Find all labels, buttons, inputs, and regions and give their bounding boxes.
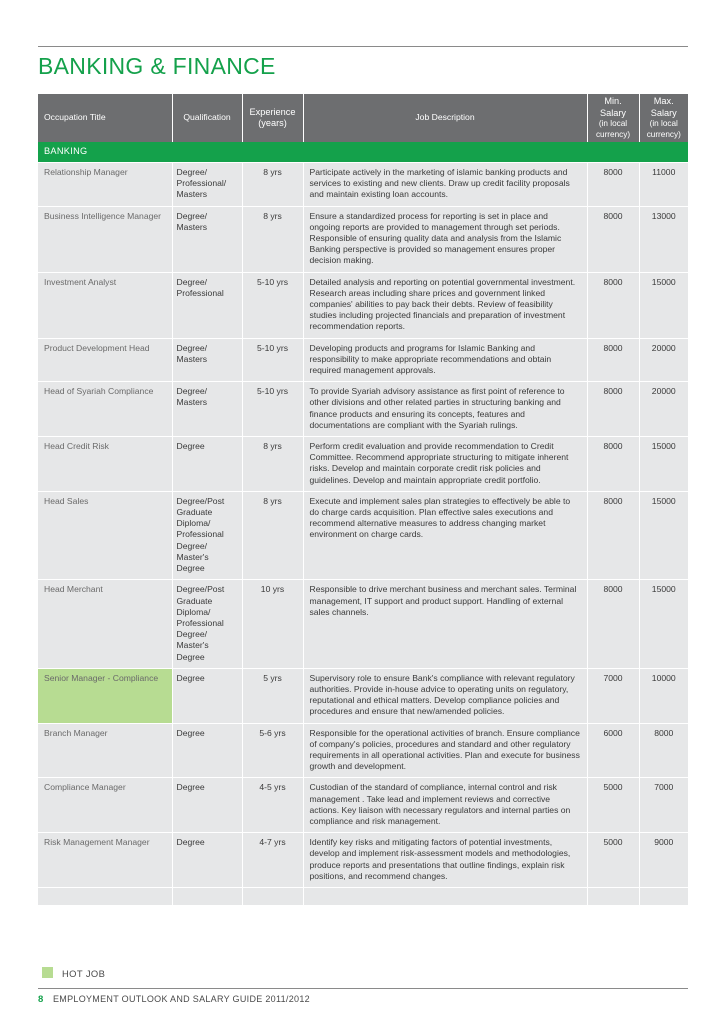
table-row (38, 338, 688, 382)
filler-cell (38, 887, 172, 905)
description-cell: Responsible for the operational activities of branch. Ensure compliance of company's policies, procedures and standard and other regulatory requirements in all operational activities. Plan and execute for business growth and development. (303, 723, 587, 778)
table-row (38, 163, 688, 207)
header-min-line3: (in local (598, 119, 628, 128)
filler-cell (639, 887, 688, 905)
hot-job-legend-swatch (42, 967, 53, 978)
footer-text: EMPLOYMENT OUTLOOK AND SALARY GUIDE 2011/2012 (53, 994, 310, 1004)
experience-cell: 5-10 yrs (242, 272, 303, 338)
description-cell: Responsible to drive merchant business and merchant sales. Terminal management, IT support and product support. Handling of external sales channels. (303, 580, 587, 668)
qualification-cell: Degree (172, 723, 242, 778)
occupation-cell: Senior Manager - Compliance (38, 668, 172, 723)
table-row (38, 437, 688, 492)
max-salary-cell: 10000 (639, 668, 688, 723)
filler-cell (303, 887, 587, 905)
qualification-cell: Degree/ Masters (172, 206, 242, 272)
max-salary-cell: 15000 (639, 580, 688, 668)
header-min-salary (587, 94, 639, 142)
header-experience-line1: Experience (249, 106, 296, 117)
table-row (38, 833, 688, 888)
experience-cell: 5-6 yrs (242, 723, 303, 778)
experience-cell: 8 yrs (242, 437, 303, 492)
max-salary-cell: 7000 (639, 778, 688, 833)
description-cell: Custodian of the standard of compliance, internal control and risk management . Take lead and implement reviews and corrective actions. Key liaison with necessary regulators and internal parties on compliance and risk management. (303, 778, 587, 833)
header-qualification: Qualification (172, 94, 242, 142)
table-row (38, 206, 688, 272)
min-salary-cell: 8000 (587, 272, 639, 338)
header-min-line4: currency) (595, 129, 631, 139)
experience-cell: 8 yrs (242, 491, 303, 579)
max-salary-cell: 20000 (639, 338, 688, 382)
qualification-cell: Degree/Post Graduate Diploma/ Professional Degree/ Master's Degree (172, 491, 242, 579)
min-salary-cell: 8000 (587, 206, 639, 272)
max-salary-cell: 11000 (639, 163, 688, 207)
experience-cell: 10 yrs (242, 580, 303, 668)
experience-cell: 5-10 yrs (242, 338, 303, 382)
description-cell: Developing products and programs for Islamic Banking and responsibility to make appropriate recommendations and obtain required management approvals. (303, 338, 587, 382)
hot-job-legend-label: HOT JOB (62, 968, 106, 979)
table-filler-row (38, 887, 688, 905)
description-cell: Execute and implement sales plan strategies to effectively be able to do charge cards acquisition. Plan effective sales executions and recommend alternative measures to address changing market environment on charge cards. (303, 491, 587, 579)
occupation-cell: Branch Manager (38, 723, 172, 778)
description-cell: Detailed analysis and reporting on potential governmental investment. Research areas including share prices and government linked companies' abilities to pay back their debts. Review of feasibility studies including projected financials and preparation of investment recommendation reports. (303, 272, 587, 338)
min-salary-cell: 8000 (587, 580, 639, 668)
experience-cell: 5-10 yrs (242, 382, 303, 437)
max-salary-cell: 9000 (639, 833, 688, 888)
occupation-cell: Head of Syariah Compliance (38, 382, 172, 437)
occupation-cell: Compliance Manager (38, 778, 172, 833)
table-header-row (38, 94, 688, 142)
qualification-cell: Degree/ Professional (172, 272, 242, 338)
description-cell: Perform credit evaluation and provide recommendation to Credit Committee. Recommend appropriate structuring to mitigate inherent risks. Develop and maintain corporate credit risk policies and guidelines. Develop and maintain appropriate credit portfolio. (303, 437, 587, 492)
filler-cell (587, 887, 639, 905)
qualification-cell: Degree/ Masters (172, 338, 242, 382)
header-experience-line2: (years) (258, 118, 287, 128)
header-min-line2: Salary (599, 107, 627, 118)
max-salary-cell: 15000 (639, 272, 688, 338)
header-max-line4: currency) (646, 129, 681, 139)
occupation-cell: Head Credit Risk (38, 437, 172, 492)
table-row (38, 382, 688, 437)
filler-cell (172, 887, 242, 905)
salary-table (38, 94, 688, 905)
min-salary-cell: 8000 (587, 163, 639, 207)
table-row (38, 668, 688, 723)
description-cell: Ensure a standardized process for reporting is set in place and ongoing reports are provided to management through set periods. Responsible of ensuring quality data and analysis from the Islamic Banking perspective is provided so management ensures proper decision making. (303, 206, 587, 272)
occupation-cell: Investment Analyst (38, 272, 172, 338)
qualification-cell: Degree (172, 778, 242, 833)
qualification-cell: Degree/ Professional/ Masters (172, 163, 242, 207)
footer-rule (38, 988, 688, 989)
min-salary-cell: 8000 (587, 338, 639, 382)
qualification-cell: Degree (172, 437, 242, 492)
experience-cell: 8 yrs (242, 163, 303, 207)
table-row (38, 491, 688, 579)
filler-cell (242, 887, 303, 905)
top-rule (38, 46, 688, 47)
header-experience (242, 94, 303, 142)
header-max-line2: Salary (650, 107, 677, 118)
header-occupation: Occupation Title (38, 94, 172, 142)
max-salary-cell: 15000 (639, 491, 688, 579)
experience-cell: 4-7 yrs (242, 833, 303, 888)
header-description: Job Description (303, 94, 587, 142)
qualification-cell: Degree (172, 833, 242, 888)
qualification-cell: Degree/ Masters (172, 382, 242, 437)
table-row (38, 778, 688, 833)
occupation-cell: Product Development Head (38, 338, 172, 382)
description-cell: Participate actively in the marketing of islamic banking products and services to existing and new clients. Draw up credit facility proposals and maintain existing loan accounts. (303, 163, 587, 207)
description-cell: Supervisory role to ensure Bank's compliance with relevant regulatory authorities. Provide in-house advice to operating units on regulatory, reputational and ethical matters. Develop compliance policies and procedures and ensure that new/amended policies. (303, 668, 587, 723)
description-cell: To provide Syariah advisory assistance as first point of reference to other divisions and other related parties in structuring banking and finance products and ensuring its concepts, features and documentations are compliant with the Syariah rulings. (303, 382, 587, 437)
max-salary-cell: 8000 (639, 723, 688, 778)
min-salary-cell: 8000 (587, 382, 639, 437)
table-row (38, 723, 688, 778)
header-max-line3: (in local (649, 119, 678, 128)
table-row (38, 272, 688, 338)
max-salary-cell: 20000 (639, 382, 688, 437)
qualification-cell: Degree (172, 668, 242, 723)
min-salary-cell: 6000 (587, 723, 639, 778)
experience-cell: 8 yrs (242, 206, 303, 272)
min-salary-cell: 7000 (587, 668, 639, 723)
page-title: BANKING & FINANCE (38, 53, 276, 79)
experience-cell: 4-5 yrs (242, 778, 303, 833)
experience-cell: 5 yrs (242, 668, 303, 723)
qualification-cell: Degree/Post Graduate Diploma/ Professional Degree/ Master's Degree (172, 580, 242, 668)
occupation-cell: Head Sales (38, 491, 172, 579)
max-salary-cell: 15000 (639, 437, 688, 492)
min-salary-cell: 5000 (587, 833, 639, 888)
min-salary-cell: 8000 (587, 437, 639, 492)
section-label: BANKING (38, 142, 688, 163)
max-salary-cell: 13000 (639, 206, 688, 272)
occupation-cell: Relationship Manager (38, 163, 172, 207)
min-salary-cell: 5000 (587, 778, 639, 833)
header-max-line1: Max. (653, 96, 674, 106)
header-min-line1: Min. (604, 96, 622, 106)
section-row (38, 142, 688, 163)
header-max-salary (639, 94, 688, 142)
occupation-cell: Business Intelligence Manager (38, 206, 172, 272)
description-cell: Identify key risks and mitigating factors of potential investments, develop and implement risk-assessment models and methodologies, produce reports and presentations that outline findings, explain risk positions, and recommend changes. (303, 833, 587, 888)
occupation-cell: Risk Management Manager (38, 833, 172, 888)
table-row (38, 580, 688, 668)
occupation-cell: Head Merchant (38, 580, 172, 668)
page-number: 8 (38, 994, 44, 1005)
min-salary-cell: 8000 (587, 491, 639, 579)
